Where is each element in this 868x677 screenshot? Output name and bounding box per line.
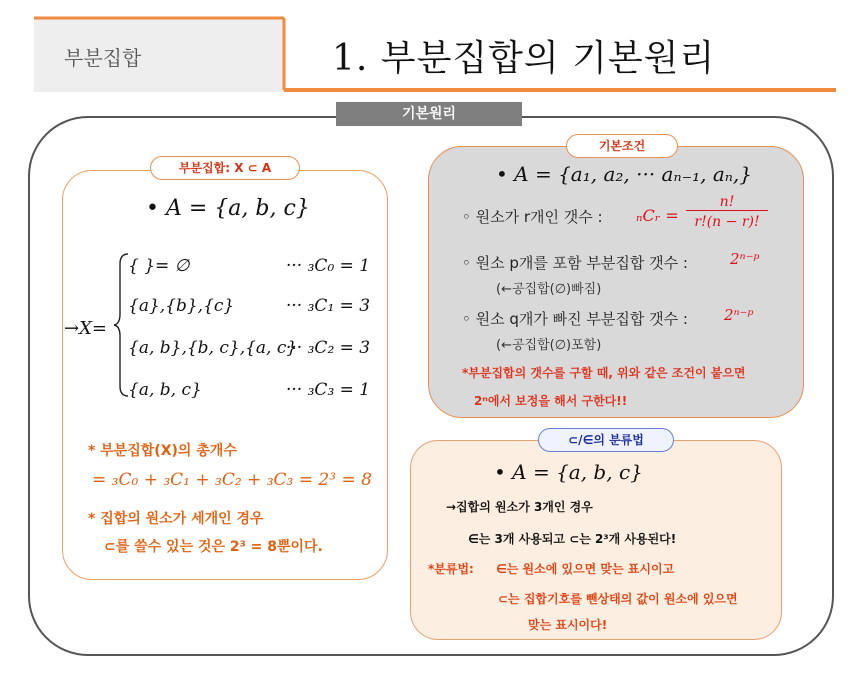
subset-arrow-label: →X= [64,318,107,339]
classification-line1: →집합의 원소가 3개인 경우 [446,500,593,514]
classification-rule3: 맞는 표시이다! [528,618,608,632]
subset-note-line1: * 집합의 원소가 세개인 경우 [88,511,264,527]
subset-count-1: ··· ₃C₁ = 3 [286,296,371,316]
classification-rule-label: *분류법: [428,562,474,576]
subset-row-2: {a, b},{b, c},{a, c} [128,338,298,358]
condition-p-value: 2ⁿ⁻ᵖ [730,250,760,268]
subset-row-3: {a, b, c} [128,380,202,400]
classification-panel-title: ⊂/∈의 분류법 [538,428,674,452]
subset-row-0: { }= ∅ [128,256,190,276]
subset-count-2: ··· ₃C₂ = 3 [286,338,371,358]
conditions-warning-line1: *부분집합의 갯수를 구할 때, 위와 같은 조건이 붙으면 [462,366,746,380]
condition-r-numerator: n! [686,194,768,211]
subset-row-1: {a},{b},{c} [128,296,235,316]
conditions-warning-line2: 2ⁿ에서 보정을 해서 구한다!! [474,394,628,408]
condition-q-value: 2ⁿ⁻ᵖ [724,306,754,324]
classification-line2: ∈는 3개 사용되고 ⊂는 2³개 사용된다! [468,532,677,546]
principle-banner: 기본원리 [336,102,522,126]
condition-p-note: (←공집합(∅)빠짐) [496,282,602,297]
classification-rule2: ⊂는 집합기호를 뺀상태의 값이 원소에 있으면 [498,592,738,606]
subset-count-0: ··· ₃C₀ = 1 [286,256,371,276]
section-tab-label: 부분집합 [64,46,142,70]
classification-rule1: ∈는 원소에 있으면 맞는 표시이고 [496,562,675,576]
subset-note-line2: ⊂를 쓸수 있는 것은 2³ = 8뿐이다. [104,539,323,555]
classification-set-definition: • A = {a, b, c} [494,460,643,484]
condition-q-note: (←공집합(∅)포함) [496,338,602,353]
subset-count-3: ··· ₃C₃ = 1 [286,380,371,400]
subset-total-formula: = ₃C₀ + ₃C₁ + ₃C₂ + ₃C₃ = 2³ = 8 [92,470,372,490]
condition-r-formula: ₙCᵣ = [636,206,679,225]
conditions-panel-title: 기본조건 [566,134,678,158]
condition-r-label: ◦ 원소가 r개인 갯수 : [462,208,603,226]
condition-q-label: ◦ 원소 q개가 빠진 부분집합 갯수 : [462,310,688,328]
conditions-set-definition: • A = {a₁, a₂, ··· aₙ₋₁, aₙ,} [496,162,752,186]
subset-panel-title: 부분집합: X ⊂ A [150,156,300,180]
subset-total-heading: * 부분집합(X)의 총개수 [88,443,237,459]
subset-set-definition: • A = {a, b, c} [146,196,310,221]
page-title: 1. 부분집합의 기본원리 [332,38,716,79]
condition-r-denominator: r!(n − r)! [694,214,760,230]
condition-p-label: ◦ 원소 p개를 포함 부분집합 갯수 : [462,254,688,272]
